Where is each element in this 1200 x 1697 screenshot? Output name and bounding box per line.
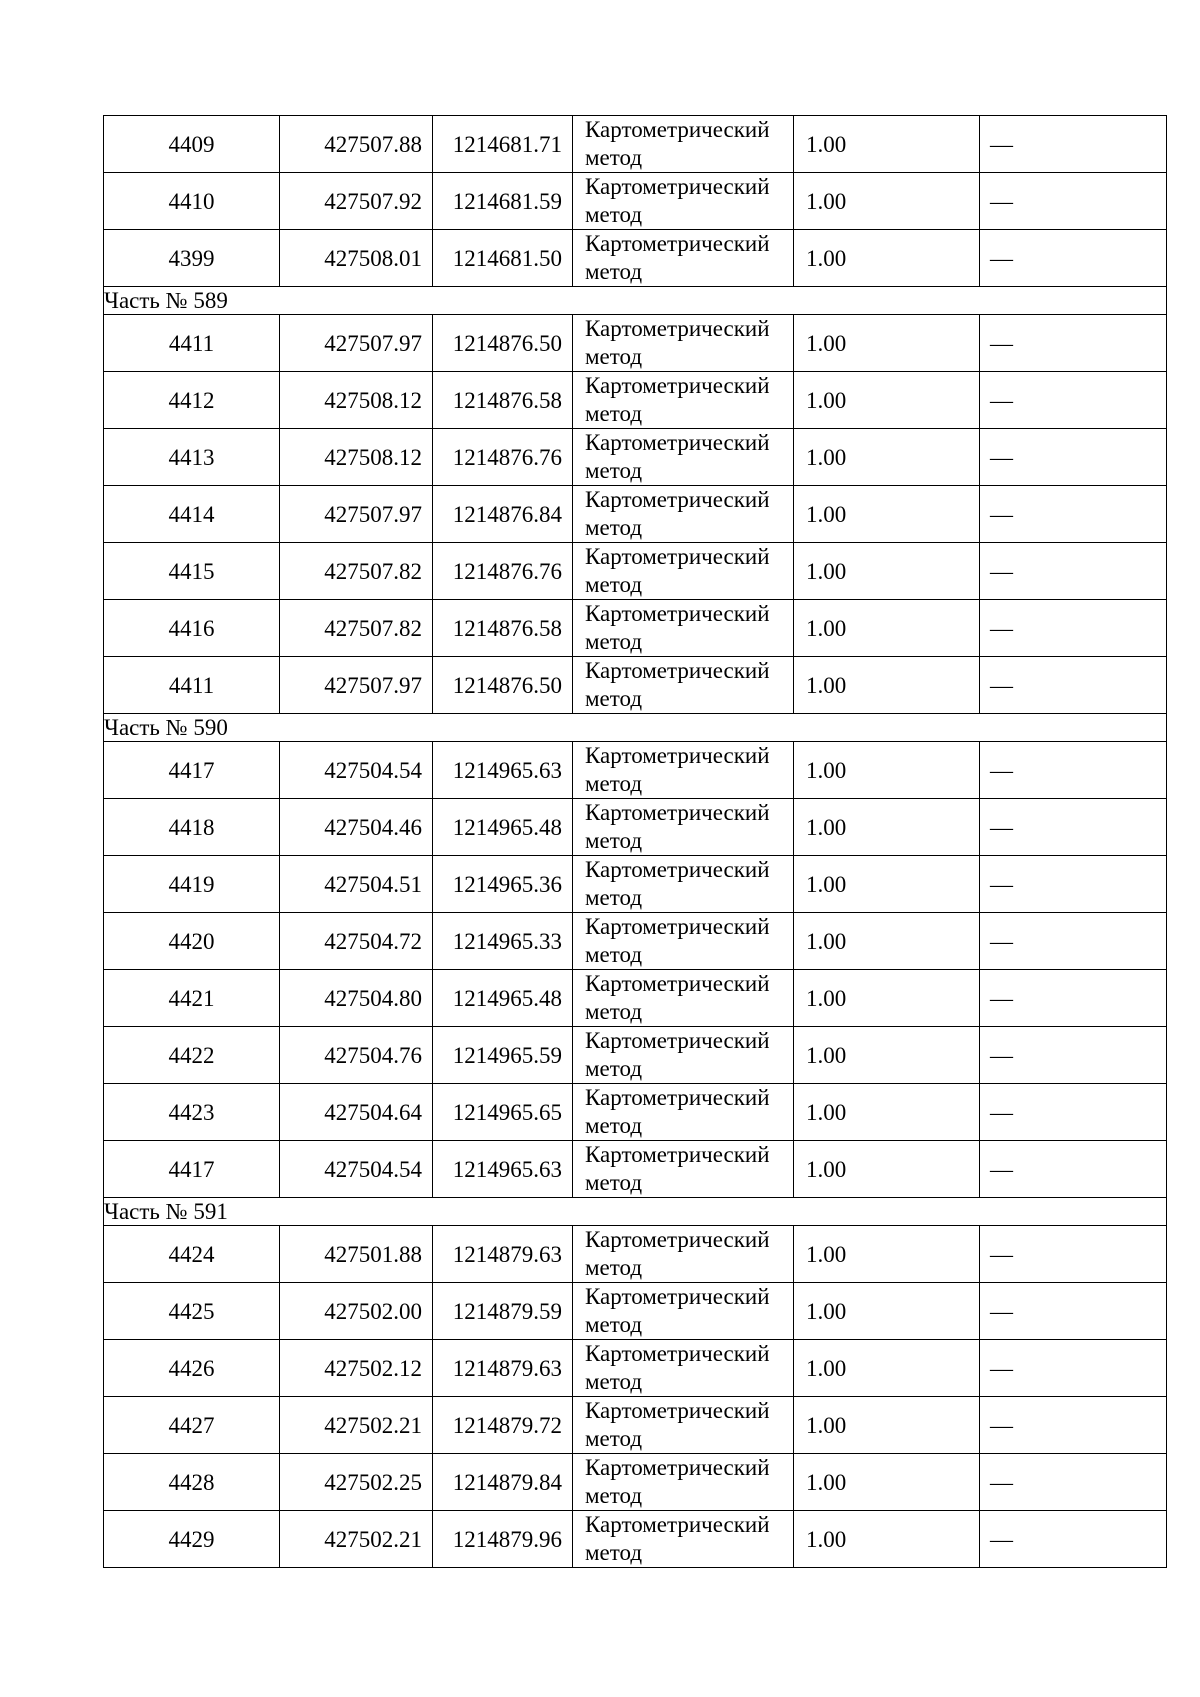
accuracy-cell: 1.00 bbox=[794, 173, 980, 230]
table-row bbox=[104, 543, 1167, 600]
part-heading: Часть № 589 bbox=[104, 287, 1167, 315]
table-row bbox=[104, 1226, 1167, 1283]
point-number-cell: 4427 bbox=[104, 1397, 280, 1454]
x-coordinate-cell: 427504.51 bbox=[280, 856, 433, 913]
note-cell: — bbox=[980, 1397, 1167, 1454]
y-coordinate-cell: 1214681.59 bbox=[433, 173, 573, 230]
accuracy-cell: 1.00 bbox=[794, 1454, 980, 1511]
part-heading-row bbox=[104, 287, 1167, 315]
note-cell: — bbox=[980, 1283, 1167, 1340]
table-row bbox=[104, 486, 1167, 543]
note-cell: — bbox=[980, 742, 1167, 799]
y-coordinate-cell: 1214879.96 bbox=[433, 1511, 573, 1568]
note-cell: — bbox=[980, 1226, 1167, 1283]
y-coordinate-cell: 1214965.48 bbox=[433, 799, 573, 856]
table-body bbox=[104, 116, 1167, 1568]
table-row bbox=[104, 799, 1167, 856]
x-coordinate-cell: 427507.88 bbox=[280, 116, 433, 173]
y-coordinate-cell: 1214681.50 bbox=[433, 230, 573, 287]
method-cell: Картометрический метод bbox=[573, 657, 794, 714]
note-cell: — bbox=[980, 173, 1167, 230]
table-row bbox=[104, 600, 1167, 657]
note-cell: — bbox=[980, 543, 1167, 600]
part-heading: Часть № 590 bbox=[104, 714, 1167, 742]
note-cell: — bbox=[980, 1027, 1167, 1084]
method-cell: Картометрический метод bbox=[573, 1340, 794, 1397]
part-heading-row bbox=[104, 714, 1167, 742]
note-cell: — bbox=[980, 600, 1167, 657]
method-cell: Картометрический метод bbox=[573, 543, 794, 600]
accuracy-cell: 1.00 bbox=[794, 1141, 980, 1198]
y-coordinate-cell: 1214876.50 bbox=[433, 657, 573, 714]
accuracy-cell: 1.00 bbox=[794, 543, 980, 600]
x-coordinate-cell: 427507.97 bbox=[280, 486, 433, 543]
x-coordinate-cell: 427504.46 bbox=[280, 799, 433, 856]
accuracy-cell: 1.00 bbox=[794, 657, 980, 714]
point-number-cell: 4413 bbox=[104, 429, 280, 486]
method-cell: Картометрический метод bbox=[573, 600, 794, 657]
y-coordinate-cell: 1214965.65 bbox=[433, 1084, 573, 1141]
point-number-cell: 4426 bbox=[104, 1340, 280, 1397]
coordinates-table bbox=[103, 115, 1167, 1568]
method-cell: Картометрический метод bbox=[573, 315, 794, 372]
accuracy-cell: 1.00 bbox=[794, 913, 980, 970]
note-cell: — bbox=[980, 970, 1167, 1027]
table-row bbox=[104, 315, 1167, 372]
y-coordinate-cell: 1214965.33 bbox=[433, 913, 573, 970]
note-cell: — bbox=[980, 116, 1167, 173]
x-coordinate-cell: 427504.54 bbox=[280, 742, 433, 799]
x-coordinate-cell: 427502.12 bbox=[280, 1340, 433, 1397]
point-number-cell: 4409 bbox=[104, 116, 280, 173]
x-coordinate-cell: 427502.21 bbox=[280, 1511, 433, 1568]
method-cell: Картометрический метод bbox=[573, 742, 794, 799]
y-coordinate-cell: 1214965.48 bbox=[433, 970, 573, 1027]
note-cell: — bbox=[980, 486, 1167, 543]
table-row bbox=[104, 856, 1167, 913]
accuracy-cell: 1.00 bbox=[794, 1226, 980, 1283]
y-coordinate-cell: 1214965.63 bbox=[433, 742, 573, 799]
accuracy-cell: 1.00 bbox=[794, 116, 980, 173]
table-row bbox=[104, 230, 1167, 287]
method-cell: Картометрический метод bbox=[573, 230, 794, 287]
y-coordinate-cell: 1214876.76 bbox=[433, 543, 573, 600]
method-cell: Картометрический метод bbox=[573, 856, 794, 913]
table-row bbox=[104, 1340, 1167, 1397]
table-row bbox=[104, 1141, 1167, 1198]
note-cell: — bbox=[980, 1340, 1167, 1397]
table-row bbox=[104, 970, 1167, 1027]
x-coordinate-cell: 427507.82 bbox=[280, 543, 433, 600]
point-number-cell: 4411 bbox=[104, 657, 280, 714]
x-coordinate-cell: 427502.21 bbox=[280, 1397, 433, 1454]
y-coordinate-cell: 1214965.59 bbox=[433, 1027, 573, 1084]
point-number-cell: 4420 bbox=[104, 913, 280, 970]
note-cell: — bbox=[980, 429, 1167, 486]
method-cell: Картометрический метод bbox=[573, 1397, 794, 1454]
note-cell: — bbox=[980, 372, 1167, 429]
method-cell: Картометрический метод bbox=[573, 1511, 794, 1568]
method-cell: Картометрический метод bbox=[573, 1454, 794, 1511]
table-row bbox=[104, 913, 1167, 970]
x-coordinate-cell: 427504.54 bbox=[280, 1141, 433, 1198]
note-cell: — bbox=[980, 1454, 1167, 1511]
x-coordinate-cell: 427504.64 bbox=[280, 1084, 433, 1141]
y-coordinate-cell: 1214681.71 bbox=[433, 116, 573, 173]
note-cell: — bbox=[980, 913, 1167, 970]
method-cell: Картометрический метод bbox=[573, 372, 794, 429]
accuracy-cell: 1.00 bbox=[794, 429, 980, 486]
note-cell: — bbox=[980, 1141, 1167, 1198]
x-coordinate-cell: 427502.25 bbox=[280, 1454, 433, 1511]
y-coordinate-cell: 1214879.72 bbox=[433, 1397, 573, 1454]
note-cell: — bbox=[980, 315, 1167, 372]
method-cell: Картометрический метод bbox=[573, 1027, 794, 1084]
method-cell: Картометрический метод bbox=[573, 970, 794, 1027]
y-coordinate-cell: 1214879.63 bbox=[433, 1340, 573, 1397]
accuracy-cell: 1.00 bbox=[794, 1283, 980, 1340]
x-coordinate-cell: 427501.88 bbox=[280, 1226, 433, 1283]
part-heading: Часть № 591 bbox=[104, 1198, 1167, 1226]
point-number-cell: 4417 bbox=[104, 1141, 280, 1198]
accuracy-cell: 1.00 bbox=[794, 799, 980, 856]
accuracy-cell: 1.00 bbox=[794, 1397, 980, 1454]
table-row bbox=[104, 173, 1167, 230]
x-coordinate-cell: 427508.01 bbox=[280, 230, 433, 287]
point-number-cell: 4414 bbox=[104, 486, 280, 543]
y-coordinate-cell: 1214879.84 bbox=[433, 1454, 573, 1511]
point-number-cell: 4424 bbox=[104, 1226, 280, 1283]
note-cell: — bbox=[980, 856, 1167, 913]
point-number-cell: 4423 bbox=[104, 1084, 280, 1141]
point-number-cell: 4399 bbox=[104, 230, 280, 287]
x-coordinate-cell: 427507.97 bbox=[280, 315, 433, 372]
method-cell: Картометрический метод bbox=[573, 1084, 794, 1141]
table-row bbox=[104, 429, 1167, 486]
accuracy-cell: 1.00 bbox=[794, 1084, 980, 1141]
point-number-cell: 4419 bbox=[104, 856, 280, 913]
point-number-cell: 4411 bbox=[104, 315, 280, 372]
point-number-cell: 4416 bbox=[104, 600, 280, 657]
point-number-cell: 4425 bbox=[104, 1283, 280, 1340]
accuracy-cell: 1.00 bbox=[794, 1340, 980, 1397]
point-number-cell: 4421 bbox=[104, 970, 280, 1027]
accuracy-cell: 1.00 bbox=[794, 1511, 980, 1568]
y-coordinate-cell: 1214876.58 bbox=[433, 372, 573, 429]
table-row bbox=[104, 1084, 1167, 1141]
y-coordinate-cell: 1214965.36 bbox=[433, 856, 573, 913]
y-coordinate-cell: 1214965.63 bbox=[433, 1141, 573, 1198]
method-cell: Картометрический метод bbox=[573, 1283, 794, 1340]
x-coordinate-cell: 427507.92 bbox=[280, 173, 433, 230]
point-number-cell: 4412 bbox=[104, 372, 280, 429]
method-cell: Картометрический метод bbox=[573, 116, 794, 173]
note-cell: — bbox=[980, 230, 1167, 287]
y-coordinate-cell: 1214879.59 bbox=[433, 1283, 573, 1340]
table-row bbox=[104, 657, 1167, 714]
accuracy-cell: 1.00 bbox=[794, 372, 980, 429]
x-coordinate-cell: 427508.12 bbox=[280, 429, 433, 486]
accuracy-cell: 1.00 bbox=[794, 970, 980, 1027]
table-row bbox=[104, 1027, 1167, 1084]
y-coordinate-cell: 1214876.84 bbox=[433, 486, 573, 543]
method-cell: Картометрический метод bbox=[573, 173, 794, 230]
accuracy-cell: 1.00 bbox=[794, 742, 980, 799]
x-coordinate-cell: 427504.80 bbox=[280, 970, 433, 1027]
accuracy-cell: 1.00 bbox=[794, 856, 980, 913]
x-coordinate-cell: 427504.76 bbox=[280, 1027, 433, 1084]
accuracy-cell: 1.00 bbox=[794, 1027, 980, 1084]
method-cell: Картометрический метод bbox=[573, 913, 794, 970]
table-row bbox=[104, 116, 1167, 173]
x-coordinate-cell: 427504.72 bbox=[280, 913, 433, 970]
accuracy-cell: 1.00 bbox=[794, 315, 980, 372]
part-heading-row bbox=[104, 1198, 1167, 1226]
y-coordinate-cell: 1214876.76 bbox=[433, 429, 573, 486]
accuracy-cell: 1.00 bbox=[794, 486, 980, 543]
y-coordinate-cell: 1214879.63 bbox=[433, 1226, 573, 1283]
accuracy-cell: 1.00 bbox=[794, 230, 980, 287]
table-row bbox=[104, 742, 1167, 799]
method-cell: Картометрический метод bbox=[573, 1226, 794, 1283]
point-number-cell: 4417 bbox=[104, 742, 280, 799]
table-row bbox=[104, 1283, 1167, 1340]
note-cell: — bbox=[980, 1084, 1167, 1141]
point-number-cell: 4418 bbox=[104, 799, 280, 856]
note-cell: — bbox=[980, 1511, 1167, 1568]
y-coordinate-cell: 1214876.50 bbox=[433, 315, 573, 372]
table-row bbox=[104, 1454, 1167, 1511]
method-cell: Картометрический метод bbox=[573, 1141, 794, 1198]
point-number-cell: 4410 bbox=[104, 173, 280, 230]
table-row bbox=[104, 1397, 1167, 1454]
table-row bbox=[104, 372, 1167, 429]
point-number-cell: 4415 bbox=[104, 543, 280, 600]
accuracy-cell: 1.00 bbox=[794, 600, 980, 657]
note-cell: — bbox=[980, 799, 1167, 856]
point-number-cell: 4429 bbox=[104, 1511, 280, 1568]
x-coordinate-cell: 427502.00 bbox=[280, 1283, 433, 1340]
point-number-cell: 4428 bbox=[104, 1454, 280, 1511]
note-cell: — bbox=[980, 657, 1167, 714]
x-coordinate-cell: 427507.82 bbox=[280, 600, 433, 657]
table-row bbox=[104, 1511, 1167, 1568]
x-coordinate-cell: 427508.12 bbox=[280, 372, 433, 429]
method-cell: Картометрический метод bbox=[573, 799, 794, 856]
y-coordinate-cell: 1214876.58 bbox=[433, 600, 573, 657]
method-cell: Картометрический метод bbox=[573, 486, 794, 543]
point-number-cell: 4422 bbox=[104, 1027, 280, 1084]
method-cell: Картометрический метод bbox=[573, 429, 794, 486]
x-coordinate-cell: 427507.97 bbox=[280, 657, 433, 714]
